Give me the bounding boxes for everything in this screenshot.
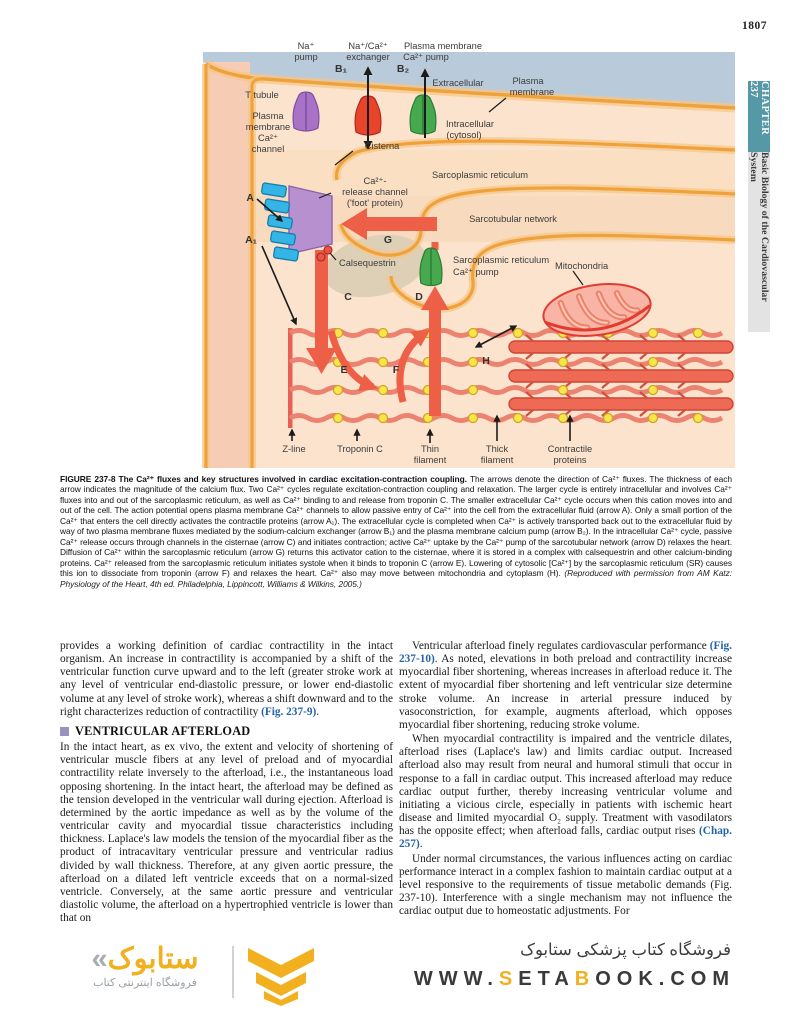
paragraph-text: . bbox=[419, 838, 423, 851]
label-release-channel: ('foot' protein) bbox=[346, 198, 404, 208]
chevron-left-icon: « bbox=[91, 943, 108, 975]
label-sr-pump: Ca²⁺ pump bbox=[453, 267, 499, 277]
sidebar-chapter-tab: CHAPTER 237 bbox=[748, 81, 770, 152]
label-t-tubule: T tubule bbox=[245, 90, 279, 100]
figure-caption bbox=[60, 474, 732, 589]
bookstore-footer bbox=[0, 936, 789, 1010]
label-a1: A₁ bbox=[245, 234, 257, 246]
label-thin-filament: filament bbox=[413, 455, 447, 465]
paragraph-text: Ventricular afterload finely regulates cardiovascular performance bbox=[412, 640, 710, 652]
label-pm-pump: Plasma membrane bbox=[403, 41, 483, 51]
url-segment: OOK.COM bbox=[595, 968, 735, 990]
paragraph-text: . bbox=[316, 705, 320, 718]
label-g: G bbox=[383, 234, 393, 246]
footer-divider bbox=[232, 946, 234, 998]
label-b1: B₁ bbox=[335, 63, 347, 75]
sr-ca-pump-icon bbox=[420, 248, 442, 285]
label-sr: Sarcoplasmic reticulum bbox=[431, 170, 529, 180]
label-extracellular: Extracellular bbox=[432, 78, 484, 88]
paragraph: Under normal circumstances, the various influences acting on cardiac performance interact in a complex fashion to maintain cardiac output at a level responsive to the requirements of tissue metabolic demands (Fig. 237-10). Interference with a single mechanism may not influence the cardiac output due to homeostatic adjustments. For bbox=[399, 852, 732, 918]
thick-filaments bbox=[509, 335, 733, 416]
label-f: F bbox=[392, 364, 400, 376]
url-segment: WWW. bbox=[413, 968, 499, 990]
setabook-wordmark bbox=[70, 944, 220, 974]
label-plasma-membrane: Plasma bbox=[512, 76, 544, 86]
label-sr-pump: Sarcoplasmic reticulum bbox=[453, 255, 550, 265]
t-tubule-lumen bbox=[208, 62, 250, 468]
label-contractile-proteins: Contractile bbox=[547, 444, 593, 454]
label-pm-ca-channel: Ca²⁺ bbox=[258, 133, 278, 143]
label-sarcotubular: Sarcotubular network bbox=[469, 214, 557, 224]
label-exchanger: exchanger bbox=[346, 52, 390, 62]
label-pm-pump: Ca²⁺ pump bbox=[403, 52, 449, 62]
label-release-channel: Ca²⁺- bbox=[363, 176, 387, 186]
section-heading bbox=[60, 725, 393, 738]
label-pm-ca-channel: membrane bbox=[245, 122, 291, 132]
label-a: A bbox=[246, 192, 254, 204]
heading-square-icon bbox=[60, 727, 69, 736]
paragraph bbox=[399, 733, 732, 851]
label-thick-filament: Thick bbox=[485, 444, 509, 454]
label-thin-filament: Thin bbox=[420, 444, 440, 454]
label-d: D bbox=[415, 291, 423, 303]
setabook-tagline: فروشگاه اینترنتی کتاب bbox=[93, 977, 197, 989]
label-mitochondria: Mitochondria bbox=[555, 261, 609, 271]
setabook-emblem-icon bbox=[244, 942, 318, 1006]
paragraph-text: provides a working definition of cardiac contractility in the intact organism. An increase in contractility is accompanied by a shift of the ventricular function curve upward and to the left (greater stroke work at any level of ventricular end-diastolic pressure, or lower end-diastolic volume at any level of stroke work), whereas a shift downward and to the right characterizes reduction of contractility bbox=[60, 640, 393, 718]
label-plasma-membrane: membrane bbox=[509, 87, 555, 97]
figure-237-8-diagram bbox=[85, 38, 735, 468]
body-column-right bbox=[399, 640, 732, 932]
paragraph-text: When myocardial contractility is impaired and the ventricle dilates, afterload rises (Laplace's law) and limits cardiac output. Increased afterload also may result from neural and humoral stimuli that occur in response to a fall in cardiac output. This increased afterload may reduce cardiac output further, thereby increasing ventricular volume and initiating a vicious circle, especially in patients with ischemic heart disease and limited myocardial O₂ supply. Treatment with vasodilators has the opposite effect; when afterload falls, cardiac output rises bbox=[399, 733, 732, 838]
paragraph-text: . As noted, elevations in both preload and contractility increase myocardial fiber shortening, whereas increases in afterload reduce it. The extent of myocardial fiber shortening and left ventricular size determine stroke volume. An increase in arterial pressure induced by vasoconstriction, for example, augments afterload, which opposes myocardial fiber shortening, reducing stroke volume. bbox=[399, 653, 732, 731]
figure-caption-lead: FIGURE 237-8 The Ca²⁺ fluxes and key structures involved in cardiac excitation-contraction coupling. bbox=[60, 474, 470, 484]
url-segment: ETA bbox=[518, 968, 575, 990]
label-b2: B₂ bbox=[396, 63, 410, 75]
url-segment-accent: B bbox=[574, 968, 596, 990]
figure-reference: (Fig. 237-9) bbox=[261, 705, 317, 718]
label-c: C bbox=[344, 291, 352, 303]
label-thick-filament: filament bbox=[480, 455, 514, 465]
foot-protein bbox=[289, 186, 332, 254]
figure-caption-citation: (Reproduced with permission from AM Katz: Physiology of the Heart, 4th ed. Philadelphia, Lippincott, Williams & Wilkins, 2005.) bbox=[60, 568, 732, 589]
label-troponin: Troponin C bbox=[337, 444, 383, 454]
bookstore-url bbox=[414, 968, 735, 991]
paragraph bbox=[399, 640, 732, 732]
section-heading-text: VENTRICULAR AFTERLOAD bbox=[75, 723, 251, 738]
label-e: E bbox=[340, 364, 348, 376]
paragraph: In the intact heart, as ex vivo, the extent and velocity of shortening of ventricular muscle fibers at any level of preload and of myocardial contractility relate inversely to the afterload, i.e., the instantaneous load opposing shortening. In the intact heart, the afterload may be defined as the tension developed in the ventricular wall during ejection. Afterload is determined by the aortic impedance as well as by the volume of the ventricular cavity and myocardial tissue characteristics including thickness. Laplace's law models the tension of the myocardial fiber as the product of intracavitary ventricular pressure and ventricular radius divided by wall thickness. Therefore, at any given aortic pressure, the afterload on a dilated left ventricle exceeds that on a normal-sized ventricle. Conversely, at the same aortic pressure and ventricular diastolic volume, the afterload on a hypertrophied ventricle is lower than that on bbox=[60, 741, 393, 925]
sidebar-chapter-title: Basic Biology of the Cardiovascular System bbox=[748, 152, 770, 332]
setabook-logo bbox=[70, 944, 220, 989]
label-pm-ca-channel: channel bbox=[251, 144, 285, 154]
url-segment-accent: S bbox=[498, 968, 519, 990]
page-number: 1807 bbox=[742, 20, 767, 32]
bookstore-title-farsi: فروشگاه کتاب پزشکی ستابوک bbox=[520, 941, 731, 959]
label-cisterna: Cisterna bbox=[364, 141, 400, 151]
body-column-left bbox=[60, 640, 393, 932]
figure-reference: (Fig. 237-10) bbox=[399, 640, 732, 666]
label-contractile-proteins: proteins bbox=[553, 455, 587, 465]
chapter-reference: (Chap. 257) bbox=[399, 825, 732, 851]
label-intracellular: Intracellular bbox=[445, 119, 495, 129]
label-pm-ca-channel: Plasma bbox=[252, 111, 284, 121]
label-calsequestrin: Calsequestrin bbox=[339, 258, 396, 268]
label-exchanger: Na⁺/Ca²⁺ bbox=[348, 41, 388, 51]
label-na-pump: Na⁺ bbox=[297, 41, 315, 51]
label-na-pump: pump bbox=[294, 52, 318, 62]
label-intracellular: (cytosol) bbox=[446, 130, 482, 140]
label-release-channel: release channel bbox=[342, 187, 408, 197]
setabook-wordmark-text: ستابوک bbox=[107, 943, 199, 975]
paragraph bbox=[60, 640, 393, 719]
figure-caption-body: The arrows denote the direction of Ca²⁺ fluxes. The thickness of each arrow indicates the magnitude of the calcium flux. Two Ca²⁺ cycles regulate excitation-contraction coupling and relaxation. The larger cycle is entirely intracellular and involves Ca²⁺ fluxes into and out of the sarcoplasmic reticulum, as well as Ca²⁺ binding to and release from troponin C. The smaller extracellular Ca²⁺ cycle occurs when this cation moves into and out of the cell. The action potential opens plasma membrane Ca²⁺ channels to allow passive entry of Ca²⁺ into the cell from the extracellular fluid (arrow A). Only a small portion of the Ca²⁺ that enters the cell directly activates the contractile proteins (arrow A₁). The extracellular cycle is completed when Ca²⁺ is actively transported back out to the extracellular fluid by way of two plasma membrane fluxes mediated by the sodium-calcium exchanger (arrow B₁) and the plasma membrane calcium pump (arrow B₂). In the intracellular Ca²⁺ cycle, passive Ca²⁺ release occurs through channels in the cisternae (arrow C) and initiates contraction; active Ca²⁺ uptake by the Ca²⁺ pump of the sarcotubular network (arrow D) relaxes the heart. Diffusion of Ca²⁺ within the sarcoplasmic reticulum (arrow G) returns this activator cation to the cisternae, where it is stored in a complex with calsequestrin and other calcium-binding proteins. Ca²⁺ released from the sarcoplasmic reticulum initiates systole when it binds to troponin C (arrow E). Lowering of cytosolic [Ca²⁺] by the sarcoplasmic reticulum (SR) causes this ion to dissociate from troponin (arrow F) and relaxes the heart. Ca²⁺ also may move between mitochondria and cytoplasm (H). bbox=[60, 474, 733, 579]
z-line-bar bbox=[288, 328, 293, 428]
label-h: H bbox=[482, 355, 490, 367]
label-z-line: Z-line bbox=[282, 444, 306, 454]
